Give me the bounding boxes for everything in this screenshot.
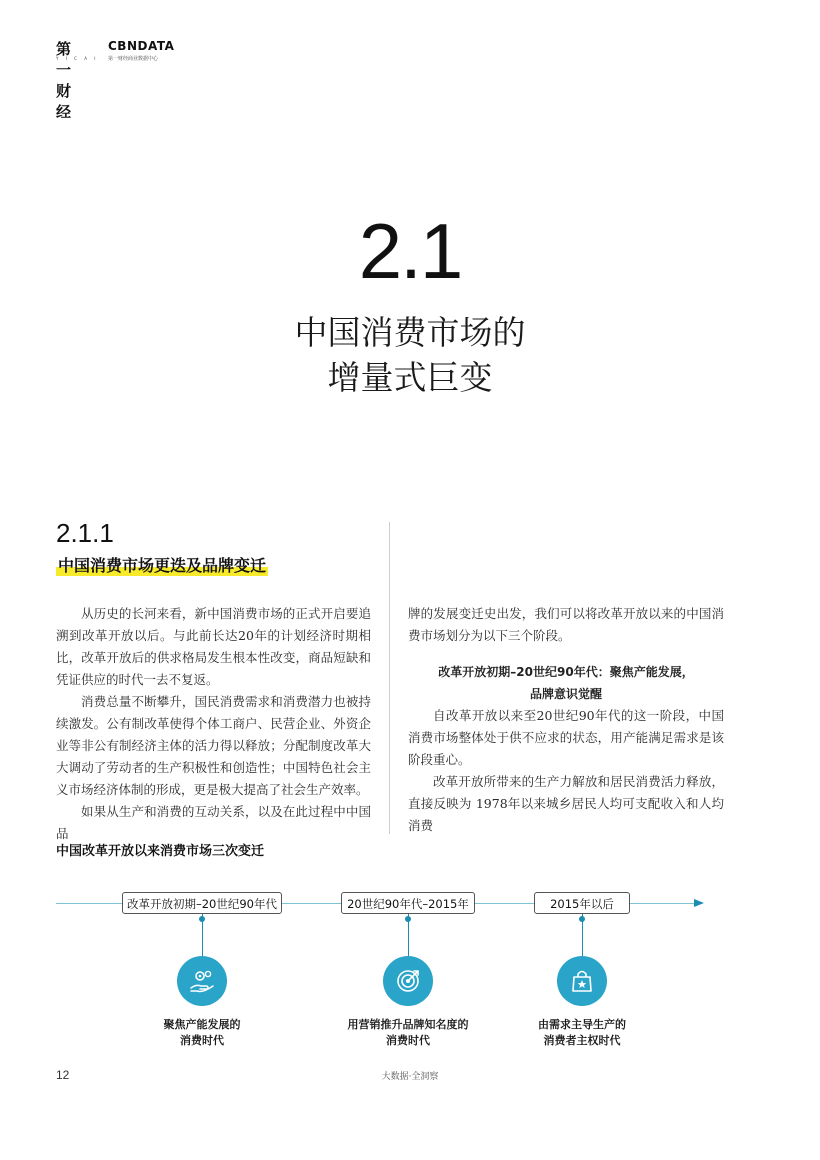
- shopping-bag-star-icon: [557, 956, 607, 1006]
- timeline-stage-2-caption: [308, 1017, 508, 1049]
- logo-yicai-sub: Y I C A I: [56, 56, 99, 61]
- section-number: 2.1: [358, 207, 462, 295]
- subsection-title: 中国消费市场更迭及品牌变迁: [56, 553, 268, 576]
- stage-heading: [408, 661, 724, 705]
- logo-yicai: 第一财经: [56, 40, 71, 121]
- timeline-stage-1-caption: [102, 1017, 302, 1049]
- timeline-arrow-icon: [694, 899, 704, 907]
- logo-cbndata-sub: 第一财经商业数据中心: [108, 56, 159, 62]
- timeline-dot: [199, 916, 205, 922]
- caption-line: 用营销推升品牌知名度的: [347, 1018, 469, 1031]
- section-title: [0, 310, 820, 400]
- subsection-number: 2.1.1: [56, 518, 114, 548]
- caption-line: 消费时代: [386, 1034, 430, 1047]
- caption-line: 聚焦产能发展的: [163, 1018, 241, 1031]
- caption-line: 消费时代: [180, 1034, 224, 1047]
- stage-heading-line2: 品牌意识觉醒: [529, 687, 602, 701]
- section-title-line1: 中国消费市场的: [294, 313, 526, 352]
- column-divider: [389, 522, 390, 834]
- footer-text: 大数据·全洞察: [381, 1072, 439, 1082]
- stage-heading-line1: 改革开放初期–20世纪90年代：聚焦产能发展，: [438, 665, 694, 679]
- gears-hand-icon: [177, 956, 227, 1006]
- target-arrow-icon: [383, 956, 433, 1006]
- timeline-stage-2-period: 20世纪90年代–2015年: [341, 892, 475, 914]
- body-left-column: [56, 603, 371, 845]
- paragraph: 自改革开放以来至20世纪90年代的这一阶段，中国消费市场整体处于供不应求的状态，用产能满足需求是该阶段重心。: [408, 708, 724, 767]
- page-number: 12: [56, 1068, 70, 1082]
- timeline-title: 中国改革开放以来消费市场三次变迁: [56, 844, 265, 859]
- paragraph: 牌的发展变迁史出发，我们可以将改革开放以来的中国消费市场划分为以下三个阶段。: [408, 606, 724, 643]
- logo-cbndata: CBNDATA: [108, 39, 175, 53]
- caption-line: 由需求主导生产的: [538, 1018, 626, 1031]
- timeline-stage-3-caption: [482, 1017, 682, 1049]
- timeline-dot: [579, 916, 585, 922]
- timeline-stage-3-period: 2015年以后: [534, 892, 630, 914]
- timeline-stage-1-period: 改革开放初期–20世纪90年代: [122, 892, 282, 914]
- paragraph: 如果从生产和消费的互动关系，以及在此过程中中国品: [56, 804, 371, 841]
- paragraph: 改革开放所带来的生产力解放和居民消费活力释放，直接反映为 1978年以来城乡居民人均可支配收入和人均消费: [408, 774, 724, 833]
- paragraph: 从历史的长河来看，新中国消费市场的正式开启要追溯到改革开放以后。与此前长达20年的计划经济时期相比，改革开放后的供求格局发生根本性改变，商品短缺和凭证供应的时代一去不复返。: [56, 606, 371, 687]
- section-title-line2: 增量式巨变: [327, 358, 493, 397]
- paragraph: 消费总量不断攀升，国民消费需求和消费潜力也被持续激发。公有制改革使得个体工商户、民营企业、外资企业等非公有制经济主体的活力得以释放；分配制度改革大大调动了劳动者的生产积极性和创造性；中国特色社会主义市场经济体制的形成，更是极大提高了社会生产效率。: [56, 694, 371, 797]
- body-right-column: [408, 603, 724, 837]
- timeline-dot: [405, 916, 411, 922]
- caption-line: 消费者主权时代: [543, 1034, 621, 1047]
